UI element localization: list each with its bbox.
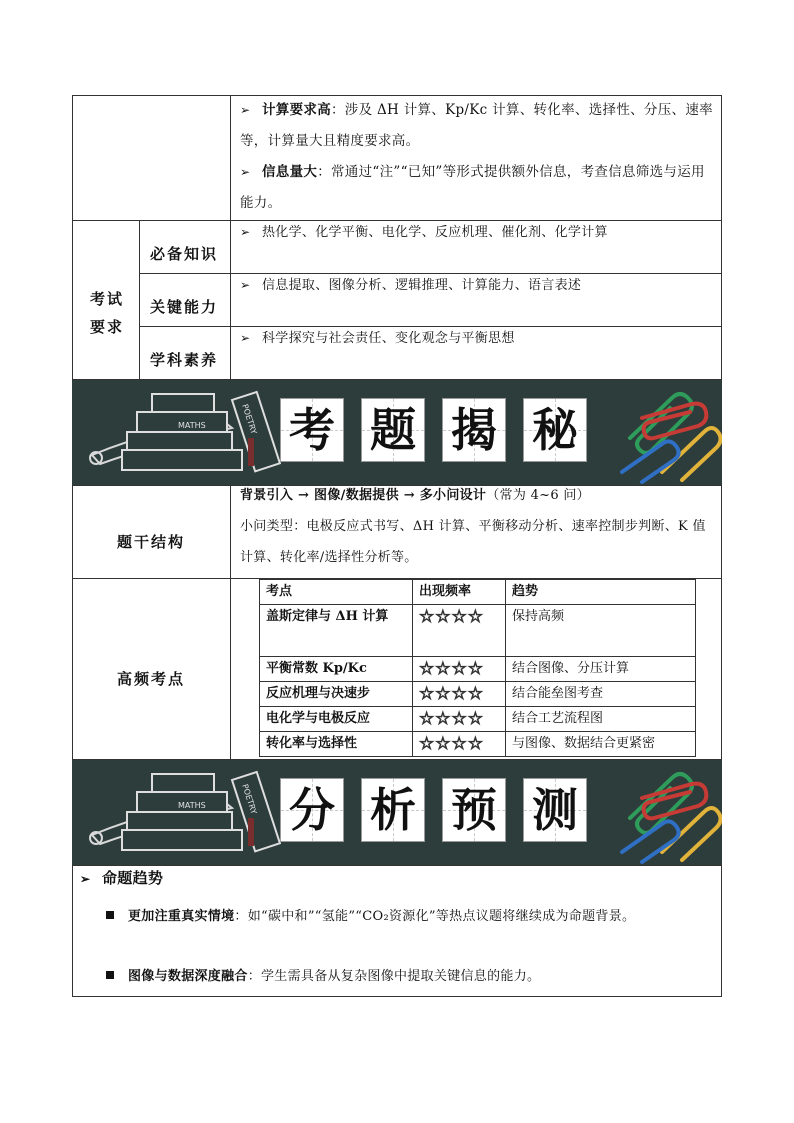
banner-char: 测 [523, 778, 587, 842]
table-row [260, 605, 696, 657]
banner-exam-secrets [72, 380, 722, 485]
req-content-knowledge: ➢ 热化学、化学平衡、电化学、反应机理、催化剂、化学计算 [240, 217, 608, 248]
point-cell: 反应机理与决速步 [260, 682, 413, 707]
table-row [260, 707, 696, 732]
trend-item-image-data: 图像与数据深度融合：学生需具备从复杂图像中提取关键信息的能力。 [106, 961, 706, 992]
banner-char: 分 [280, 778, 344, 842]
point-cell: 电化学与电极反应 [260, 707, 413, 732]
banner-analysis-forecast [72, 760, 722, 865]
high-frequency-table [259, 579, 696, 757]
star-rating: ☆☆☆☆ [413, 732, 506, 757]
point-cell: 转化率与选择性 [260, 732, 413, 757]
trend-cell: 结合能垒图考查 [506, 682, 696, 707]
star-rating: ☆☆☆☆ [413, 605, 506, 657]
star-rating: ☆☆☆☆ [413, 657, 506, 682]
star-rating: ☆☆☆☆ [413, 682, 506, 707]
table-header-row [260, 580, 696, 605]
arrow-bullet-icon: ➢ [240, 165, 251, 179]
table-row [260, 657, 696, 682]
banner-char: 析 [361, 778, 425, 842]
document-page [72, 95, 722, 997]
banner-char: 预 [442, 778, 506, 842]
table-header: 考点 [260, 580, 413, 605]
bullet-info: ➢ 信息量大：常通过“注”“已知”等形式提供额外信息，考查信息筛选与运用能力。 [240, 157, 716, 219]
trend-cell: 结合工艺流程图 [506, 707, 696, 732]
req-content-literacy: ➢ 科学探究与社会责任、变化观念与平衡思想 [240, 323, 515, 354]
paperclips-icon [612, 760, 722, 865]
table-row [260, 682, 696, 707]
table-header: 出现频率 [413, 580, 506, 605]
banner-char: 揭 [442, 398, 506, 462]
square-bullet-icon [106, 971, 114, 979]
trend-cell: 结合图像、分压计算 [506, 657, 696, 682]
exam-requirements-label: 考试要求 [89, 290, 124, 336]
arrow-bullet-icon: ➢ [240, 225, 251, 239]
trend-cell: 保持高频 [506, 605, 696, 657]
req-name-knowledge: 必备知识 [150, 245, 219, 263]
table-header: 趋势 [506, 580, 696, 605]
stem-question-types: 小问类型：电极反应式书写、ΔH 计算、平衡移动分析、速率控制步判断、K 值计算、转化率/选择性分析等。 [240, 519, 706, 565]
trends-heading: ➢ 命题趋势 [80, 863, 163, 895]
arrow-bullet-icon: ➢ [240, 278, 251, 292]
book-label-maths: MATHS [178, 801, 206, 810]
banner-char: 秘 [523, 398, 587, 462]
square-bullet-icon [106, 911, 114, 919]
point-cell: 盖斯定律与 ΔH 计算 [260, 605, 413, 657]
book-label-poetry: POETRY [240, 782, 259, 816]
table-row [260, 732, 696, 757]
arrow-bullet-icon: ➢ [240, 103, 251, 117]
arrow-bullet-icon: ➢ [240, 331, 251, 345]
trend-item-real-context: 更加注重真实情境：如“碳中和”“氢能”“CO₂资源化”等热点议题将继续成为命题背景。 [106, 901, 706, 932]
trend-cell: 与图像、数据结合更紧密 [506, 732, 696, 757]
stem-flow: 背景引入 → 图像/数据提供 → 多小问设计（常为 4~6 问） [240, 488, 590, 503]
arrow-bullet-icon: ➢ [80, 872, 91, 886]
high-frequency-label: 高频考点 [116, 670, 185, 688]
stem-structure-label: 题干结构 [116, 533, 185, 551]
req-name-ability: 关键能力 [150, 298, 219, 316]
banner-char: 题 [361, 398, 425, 462]
bullet-compute: ➢ 计算要求高：涉及 ΔH 计算、Kp/Kc 计算、转化率、选择性、分压、速率等，计算量大且精度要求高。 [240, 95, 716, 157]
star-rating: ☆☆☆☆ [413, 707, 506, 732]
req-name-literacy: 学科素养 [150, 351, 219, 369]
book-label-poetry: POETRY [240, 402, 259, 436]
paperclips-icon [612, 380, 722, 485]
req-content-ability: ➢ 信息提取、图像分析、逻辑推理、计算能力、语言表述 [240, 270, 581, 301]
point-cell: 平衡常数 Kp/Kc [260, 657, 413, 682]
book-label-maths: MATHS [178, 421, 206, 430]
banner-char: 考 [280, 398, 344, 462]
